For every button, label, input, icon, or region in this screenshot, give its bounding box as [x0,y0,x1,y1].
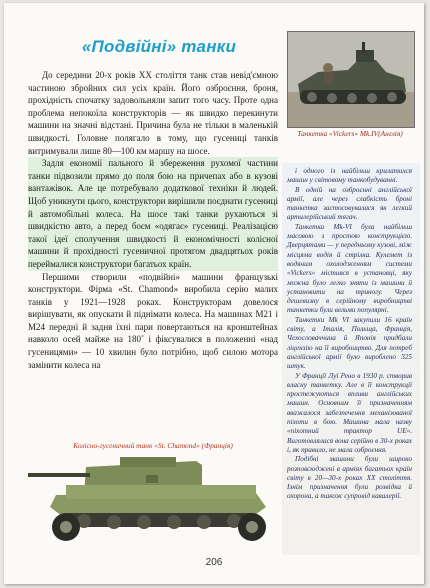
page-number: 206 [205,557,223,568]
main-paragraph-1: До середини 20-х років XX століття танк став невід'ємною частиною збройних сил усіх країн. Його озброєння, броня, прохідність спочатку задовольняли запит того часу. Проте одна проблема непокоїла конструкторів — як швидко перекинути машини на значні відстані. Причина була не тільки в маленькій швидкості. Головне полягало в тому, що гусениці танків витримували лише 80—100 км маршу на шосе. [28,70,278,156]
main-text [28,69,278,371]
side-paragraph-3: Танкетка Mk-VI була найбільш масовою з простою конструкцією. Дверцятами — у передньому кузові, між місцями водія й стрілка. Кулемет із водяним охолодженням системи «Vickers» містився в установці, яку можна було легко зняти із машини й установити на триногу. Через дешевизну в серійному виробництві танкетки були вельми популярні. [287,222,412,315]
side-paragraph-4: Танкетки Mk VI закупили 16 країн світу, а Італія, Польща, Франція, Чехословаччина й Японія придбали ліцензію на її виробництво. Для потреб англійської армії було вироблено 325 штук. [287,315,412,371]
side-paragraph-6: Подібні машини були широко розповсюджені в арміях багатьох країн світу в 20—30-х роках XX століття. Ізнім призначення були розвідка й охорона, а також супровід кавалерії. [287,455,412,501]
sidebar-text [287,167,412,502]
illustration-caption: Колісно-гусеничний танк «St. Chamond» (Франція) [73,441,233,450]
page-title: «Подвійні» танки [81,37,237,56]
main-paragraph-2: Задля економії пального й збереження рухомої частини танки підвозили прямо до поля бою на причепах або в кузові вантажівок. Але це потребувало додаткової техніки й людей. Щоб уникнути цього, конструктори вирішили поєднати гусениці й автомобільні колеса. На шосе такі танки рухаються зі швидкістю авто, а перед боєм «одягає» гусениці. Реалізацією такої ідеї сполучення швидкості й економічності колісної машини й прохідності гусеничної протягом двадцятьох років переймалися конструктори багатьох країн. [28,158,278,269]
side-paragraph-2: В одній на озброєнні англійської армії, але через слабкість броні танкетка застосовувалася як легкий артилерійський тягач. [287,185,412,222]
photo-caption: Танкетка «Vickers» Mk.IV(Англія) [297,129,403,138]
tankette-photo [287,31,415,128]
book-page [4,3,424,584]
side-paragraph-5: У Франції Луї Рено в 1930 р. створив власну танкетку. Але в її конструкції простежуються впливи англійських машин. Основним її призначенням вважалося забезпечення механізованої піхоти в бою. Машина мала назву «піхотний трактор UE». Виготовлялася вона серійно в 30-х роках і, як правило, не мала озброєння. [287,371,412,454]
side-paragraph-1: і одного із найбільш крилатихся машин у світовому танкобудуванні. [287,167,412,185]
main-paragraph-3: Першими створили «подвійні» машини французькі конструктори. Фірма «St. Chamond» виробила серію малих танків у 1921—1928 роках. Конструкторам довелося вирішувати, як опускати й піднімати колеса. На машинах М21 і М24 передні й задня їхні пари повертаються на кронштейнах навколо осей майже на 180˚ і фіксувалися в положенні «над гусеницями» — 10 хвилин було потрібно, щоб силою мотора замінити колеса на [28,271,278,370]
tank-illustration [26,455,281,547]
